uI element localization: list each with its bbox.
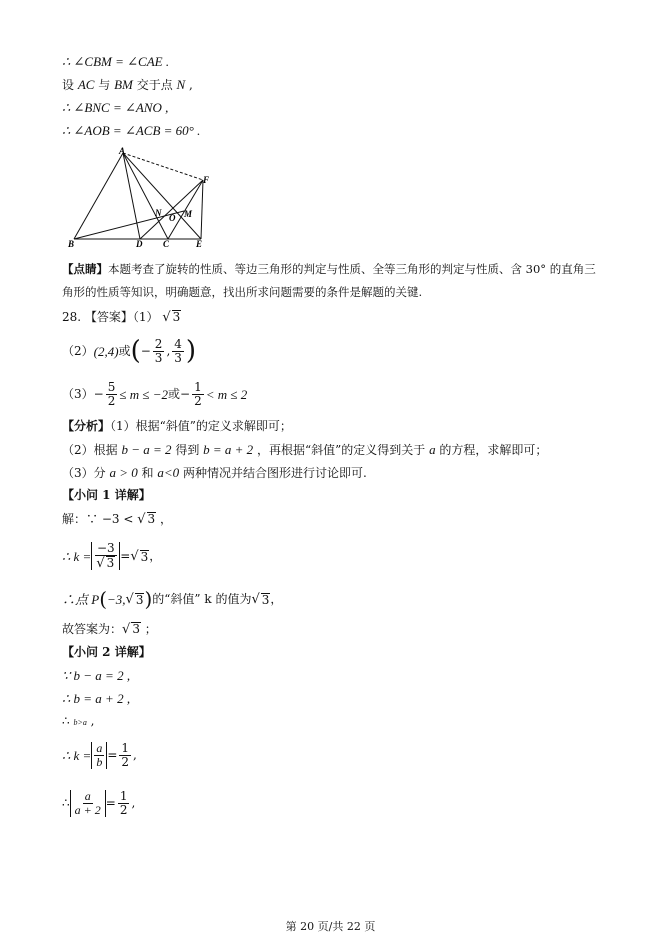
text: (2,4): [93, 343, 119, 359]
text: 设: [62, 78, 78, 92]
label-c: C: [163, 239, 170, 249]
text: 或: [168, 387, 181, 401]
analysis-tag: 【分析】: [62, 419, 111, 433]
analysis-line-1: [62, 420, 292, 432]
fraction: $\frac{1}{2}$: [194, 379, 202, 408]
sub2-line-4: ∴ k = $\frac{a}{b}$ = $\frac{1}{2}$ ,: [62, 740, 137, 769]
fraction: $\frac{5}{2}$: [107, 379, 116, 408]
analysis-line-2: （2）根据 b − a = 2 得到 b = a + 2 ，再根据“斜值”的定义得到关于 a 的方程，求解即可；: [62, 442, 548, 457]
text: （2）: [62, 344, 94, 358]
line-intersection-n: [62, 78, 193, 91]
text: < m ≤ 2: [205, 386, 248, 402]
text: 或: [118, 344, 131, 358]
sub2-line-3: ∴ b>a ,: [62, 714, 95, 728]
label-d: D: [136, 239, 143, 249]
comment-line-2: 角形的性质等知识，明确题意，找出所求问题需要的条件是解题的关键.: [62, 285, 423, 299]
sub1-line-1: 解：∵ −3 < √ 3 ，: [62, 512, 172, 527]
sub2-line-5: ∴ $\frac{a}{a + 2}$ = $\frac{1}{2}$ ,: [62, 788, 136, 817]
label-n: N: [155, 208, 162, 218]
text: 本题考查了旋转的性质、等边三角形的判定与性质、全等三角形的判定与性质、含 30° 的直角三: [108, 262, 596, 276]
label-b: B: [68, 239, 75, 249]
fraction: $\frac{4}{3}$: [174, 336, 182, 365]
q28-answer-1: 28. 【答案】（1） √ 3: [62, 310, 181, 325]
text: ≤ m ≤ −2: [119, 386, 169, 402]
fraction: $\frac{2}{3}$: [154, 336, 163, 365]
comment-tag: 【点睛】: [62, 262, 108, 276]
page-footer: 第 20 页/共 22 页: [285, 920, 376, 933]
sub1-tag: 【小问 1 详解】: [62, 488, 151, 502]
segment-fe: [201, 180, 203, 239]
q28-answer-3: [62, 378, 247, 410]
segment-bm: [74, 211, 184, 239]
text: −: [93, 387, 104, 401]
label-e: E: [196, 239, 203, 249]
q28-answer-2: （2） (2,4) 或 ( − $\frac{2}{3}$ , $\frac{4}{3}$ ): [62, 336, 197, 366]
label-a: A: [119, 146, 126, 156]
line-angle-cbm: ∴ ∠CBM = ∠CAE .: [62, 54, 170, 69]
label-m: M: [184, 209, 193, 219]
sub2-tag: 【小问 2 详解】: [62, 645, 151, 659]
text: N: [176, 77, 186, 92]
line-angle-aob: ∴ ∠AOB = ∠ACB = 60° .: [62, 123, 201, 138]
text: （3）: [62, 387, 94, 401]
sub2-line-2: ∴ b = a + 2 ,: [62, 691, 131, 706]
line-angle-bnc: ∴ ∠BNC = ∠ANO ,: [62, 100, 169, 115]
text: ,: [185, 78, 193, 92]
sub1-line-4: 故答案为：√ 3 ；: [62, 622, 157, 637]
text: BM: [114, 77, 133, 92]
segment-ab: [74, 153, 123, 239]
sqrt-value: 3: [172, 310, 181, 324]
text: AC: [77, 77, 95, 92]
label-o: O: [169, 213, 176, 223]
geometry-figure: [62, 145, 222, 250]
text: −: [180, 387, 191, 401]
comment-line-1: [62, 264, 596, 276]
text: 与: [94, 78, 115, 92]
sub1-line-3: ∴点 P ( −3, √ 3 ) 的“斜值” k 的值为 √ 3 ，: [62, 587, 283, 611]
text: 交于点: [132, 78, 177, 92]
text: 28. 【答案】（1）: [62, 310, 159, 324]
label-f: F: [203, 175, 210, 185]
sub2-line-1: ∵ b − a = 2 ,: [62, 668, 131, 683]
text: （1）根据“斜值”的定义求解即可；: [110, 419, 292, 433]
analysis-line-3: （3）分 a > 0 和 a<0 两种情况并结合图形进行讨论即可.: [62, 465, 367, 480]
text: −: [140, 344, 151, 358]
sub1-line-2: ∴ k = $\frac{-3}{√ 3}$ = √ 3 ，: [62, 541, 162, 571]
text: ,: [166, 344, 171, 358]
